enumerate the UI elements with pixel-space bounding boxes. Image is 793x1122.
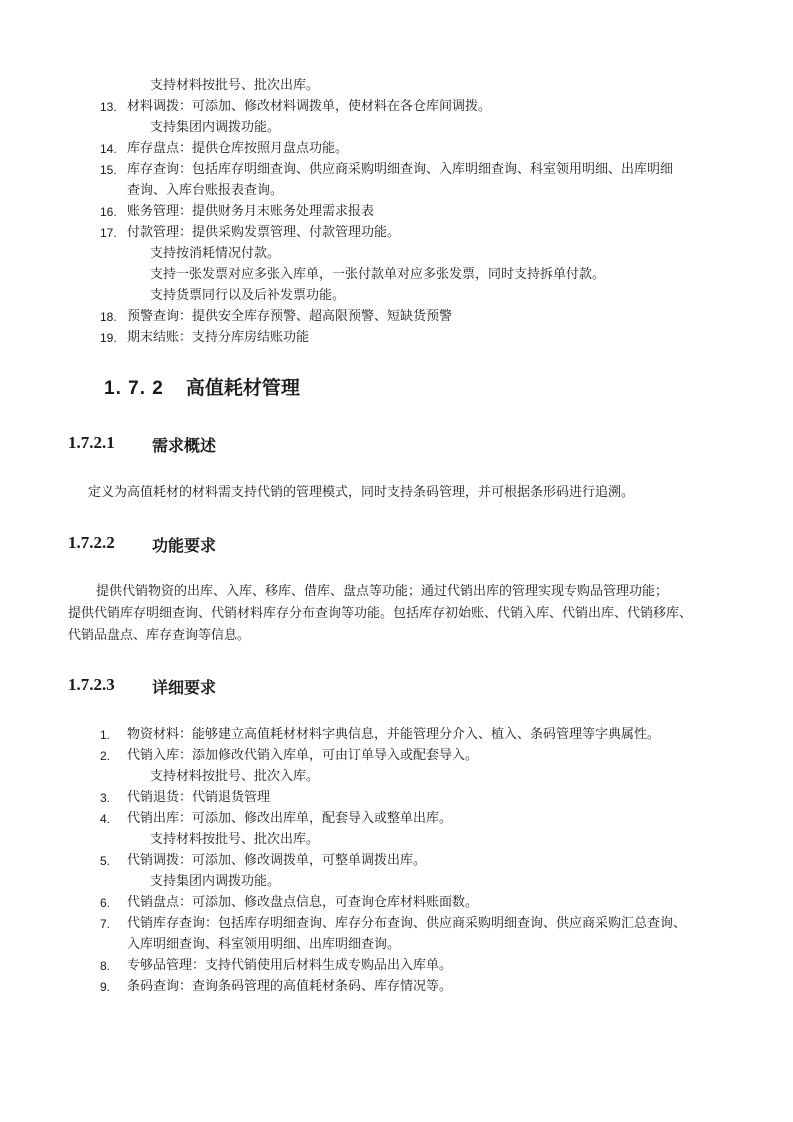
list-item-text: 代销调拨：可添加、修改调拨单，可整单调拨出库。 — [127, 853, 427, 868]
list-item-text: 物资材料：能够建立高值耗材材料字典信息，并能管理分介入、植入、条码管理等字典属性。 — [127, 727, 661, 742]
subsection-title: 功能要求 — [152, 536, 217, 555]
paragraph-line: 提供代销物资的出库、入库、移库、借库、盘点等功能；通过代销出库的管理实现专购品管理功能； — [96, 584, 669, 599]
list-item-text: 支持集团内调拨功能。 — [150, 874, 281, 889]
subsection-heading — [68, 675, 217, 697]
list-item-text: 支持材料按批号、批次出库。 — [150, 78, 320, 93]
list-item-text: 查询、入库台账报表查询。 — [127, 183, 284, 198]
list-item-text: 付款管理：提供采购发票管理、付款管理功能。 — [127, 225, 401, 240]
list-number: 7. — [100, 917, 111, 931]
section-heading — [104, 373, 300, 400]
list-item-text: 支持材料按批号、批次入库。 — [150, 769, 320, 784]
list-item-text: 预警查询：提供安全库存预警、超高限预警、短缺货预警 — [127, 309, 453, 324]
list-item-text: 支持一张发票对应多张入库单，一张付款单对应多张发票，同时支持拆单付款。 — [150, 267, 606, 282]
list-number: 6. — [100, 896, 111, 910]
list-number: 3. — [100, 791, 111, 805]
section-title: 高值耗材管理 — [185, 377, 300, 399]
list-item-text: 支持按消耗情况付款。 — [150, 246, 281, 261]
list-number: 15. — [100, 163, 117, 177]
paragraph-line: 提供代销库存明细查询、代销材料库存分布查询等功能。包括库存初始账、代销入库、代销出库、代销移库、 — [68, 606, 693, 621]
paragraph: 定义为高值耗材的材料需支持代销的管理模式，同时支持条码管理，并可根据条形码进行追溯。 — [88, 485, 635, 500]
list-item-text: 代销退货：代销退货管理 — [127, 790, 271, 805]
list-number: 2. — [100, 749, 111, 763]
paragraph-line: 代销品盘点、库存查询等信息。 — [68, 628, 251, 643]
subsection-number: 1.7.2.3 — [68, 675, 115, 694]
list-number: 8. — [100, 959, 111, 973]
list-number: 16. — [100, 205, 117, 219]
list-item-text: 代销入库：添加修改代销入库单，可由订单导入或配套导入。 — [127, 748, 479, 763]
list-item-text: 账务管理：提供财务月末账务处理需求报表 — [127, 204, 375, 219]
list-item-text: 代销库存查询：包括库存明细查询、库存分布查询、供应商采购明细查询、供应商采购汇总查询、 — [127, 916, 687, 931]
list-number: 17. — [100, 226, 117, 240]
subsection-title: 需求概述 — [152, 436, 217, 455]
list-item-text: 条码查询：查询条码管理的高值耗材条码、库存情况等。 — [127, 979, 453, 994]
list-item-text: 支持货票同行以及后补发票功能。 — [150, 288, 346, 303]
list-item-text: 期末结账：支持分库房结账功能 — [127, 330, 310, 345]
list-number: 4. — [100, 812, 111, 826]
list-number: 9. — [100, 980, 111, 994]
list-item-text: 材料调拨：可添加、修改材料调拨单，使材料在各仓库间调拨。 — [127, 99, 492, 114]
subsection-heading — [68, 533, 217, 555]
list-item-text: 支持材料按批号、批次出库。 — [150, 832, 320, 847]
list-number: 13. — [100, 100, 117, 114]
list-item-text: 代销出库：可添加、修改出库单，配套导入或整单出库。 — [127, 811, 453, 826]
section-number: 1. 7. 2 — [104, 378, 164, 399]
list-item-text: 库存盘点：提供仓库按照月盘点功能。 — [127, 141, 349, 156]
subsection-heading — [68, 433, 217, 455]
list-number: 19. — [100, 331, 117, 345]
list-item-text: 入库明细查询、科室领用明细、出库明细查询。 — [127, 937, 401, 952]
subsection-title: 详细要求 — [152, 678, 217, 697]
list-number: 14. — [100, 142, 117, 156]
list-item-text: 库存查询：包括库存明细查询、供应商采购明细查询、入库明细查询、科室领用明细、出库明细 — [127, 162, 674, 177]
list-item-text: 支持集团内调拨功能。 — [150, 120, 281, 135]
subsection-number: 1.7.2.1 — [68, 433, 115, 452]
list-number: 5. — [100, 854, 111, 868]
list-item-text: 代销盘点：可添加、修改盘点信息，可查询仓库材料账面数。 — [127, 895, 479, 910]
list-item-text: 专够品管理：支持代销使用后材料生成专购品出入库单。 — [127, 958, 453, 973]
list-number: 1. — [100, 728, 111, 742]
list-number: 18. — [100, 310, 117, 324]
subsection-number: 1.7.2.2 — [68, 533, 115, 552]
